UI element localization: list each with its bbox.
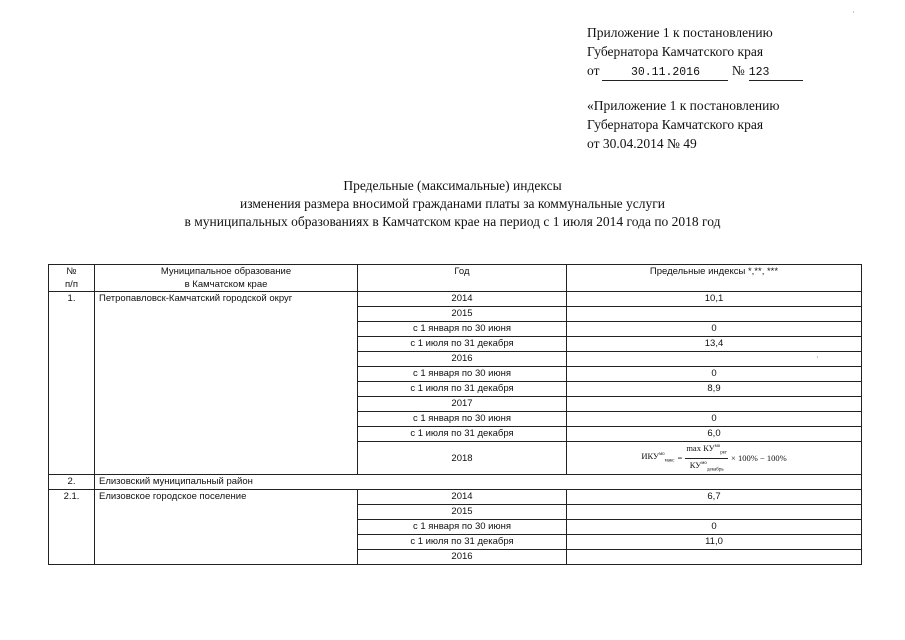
title-line1: Предельные (максимальные) индексы (343, 178, 562, 193)
index-cell (567, 352, 862, 367)
decree-number: 123 (749, 65, 803, 81)
title-line2: изменения размера вносимой гражданами платы за коммунальные услуги (239, 196, 666, 211)
row-num: 2. (49, 475, 95, 490)
index-cell (567, 397, 862, 412)
index-formula: $ИКУ^{мо}_{макс}$ = $\frac{\max КУ^{мо}_{рег}}{КУ^{мо}_{декабрь}}$ × 100% − 100% (641, 442, 787, 473)
scan-mark: · (816, 353, 819, 362)
from-label: от (587, 63, 600, 78)
period-cell: с 1 января по 30 июня (358, 520, 567, 535)
table-header-row (49, 265, 862, 292)
table-row (49, 490, 862, 505)
index-cell: 11,0 (567, 535, 862, 550)
document-title (0, 177, 905, 231)
appendix-header-line1: Приложение 1 к постановлению (587, 25, 773, 40)
period-cell: с 1 июля по 31 декабря (358, 427, 567, 442)
index-cell: 6,7 (567, 490, 862, 505)
appendix-header-line2: Губернатора Камчатского края (587, 44, 764, 59)
index-cell (567, 307, 862, 322)
municipality-name: Елизовское городское поселение (95, 490, 358, 565)
index-cell (567, 550, 862, 565)
header-year: Год (358, 265, 567, 292)
header-municipality: Муниципальное образование в Камчатском крае (95, 265, 358, 292)
index-cell: 0 (567, 520, 862, 535)
year-cell: 2014 (358, 292, 567, 307)
year-cell: 2015 (358, 307, 567, 322)
table-row (49, 475, 862, 490)
formula-lhs: ИКУ (641, 451, 659, 462)
appendix-header-date-line (587, 61, 803, 81)
table-row (49, 292, 862, 307)
index-cell: 6,0 (567, 427, 862, 442)
formula-tail: × 100% − 100% (731, 452, 787, 463)
title-line3: в муниципальных образованиях в Камчатском крае на период с 1 июля 2014 года по 2018 год (184, 214, 721, 229)
year-cell: 2018 (358, 442, 567, 475)
formula-cell (567, 442, 862, 475)
municipality-name: Елизовский муниципальный район (95, 475, 862, 490)
period-cell: с 1 января по 30 июня (358, 367, 567, 382)
header-num: № п/п (49, 265, 95, 292)
quoted-header-line2: Губернатора Камчатского края (587, 117, 764, 132)
year-cell: 2016 (358, 352, 567, 367)
index-cell: 8,9 (567, 382, 862, 397)
year-cell: 2014 (358, 490, 567, 505)
index-table (48, 264, 862, 565)
index-cell: 0 (567, 322, 862, 337)
appendix-header (587, 23, 803, 81)
year-cell: 2015 (358, 505, 567, 520)
period-cell: с 1 июля по 31 декабря (358, 535, 567, 550)
period-cell: с 1 января по 30 июня (358, 322, 567, 337)
period-cell: с 1 января по 30 июня (358, 412, 567, 427)
index-cell: 0 (567, 367, 862, 382)
year-cell: 2017 (358, 397, 567, 412)
index-cell: 10,1 (567, 292, 862, 307)
number-label: № (731, 63, 745, 78)
row-num: 1. (49, 292, 95, 475)
index-cell (567, 505, 862, 520)
municipality-name: Петропавловск-Камчатский городской округ (95, 292, 358, 475)
quoted-header-line1: «Приложение 1 к постановлению (587, 98, 780, 113)
row-num: 2.1. (49, 490, 95, 565)
decree-date: 30.11.2016 (602, 65, 728, 81)
period-cell: с 1 июля по 31 декабря (358, 337, 567, 352)
index-cell: 0 (567, 412, 862, 427)
quoted-header-line3: от 30.04.2014 № 49 (587, 136, 697, 151)
scan-mark: · (852, 8, 855, 17)
quoted-appendix-header (587, 96, 779, 153)
formula-fraction: $\frac{\max КУ^{мо}_{рег}}{КУ^{мо}_{декабрь}}$ (686, 442, 728, 473)
header-stars: *,**, *** (747, 266, 779, 277)
header-indexes: Предельные индексы *,**, *** (567, 265, 862, 292)
year-cell: 2016 (358, 550, 567, 565)
index-cell: 13,4 (567, 337, 862, 352)
formula-eq: = (677, 452, 683, 463)
period-cell: с 1 июля по 31 декабря (358, 382, 567, 397)
